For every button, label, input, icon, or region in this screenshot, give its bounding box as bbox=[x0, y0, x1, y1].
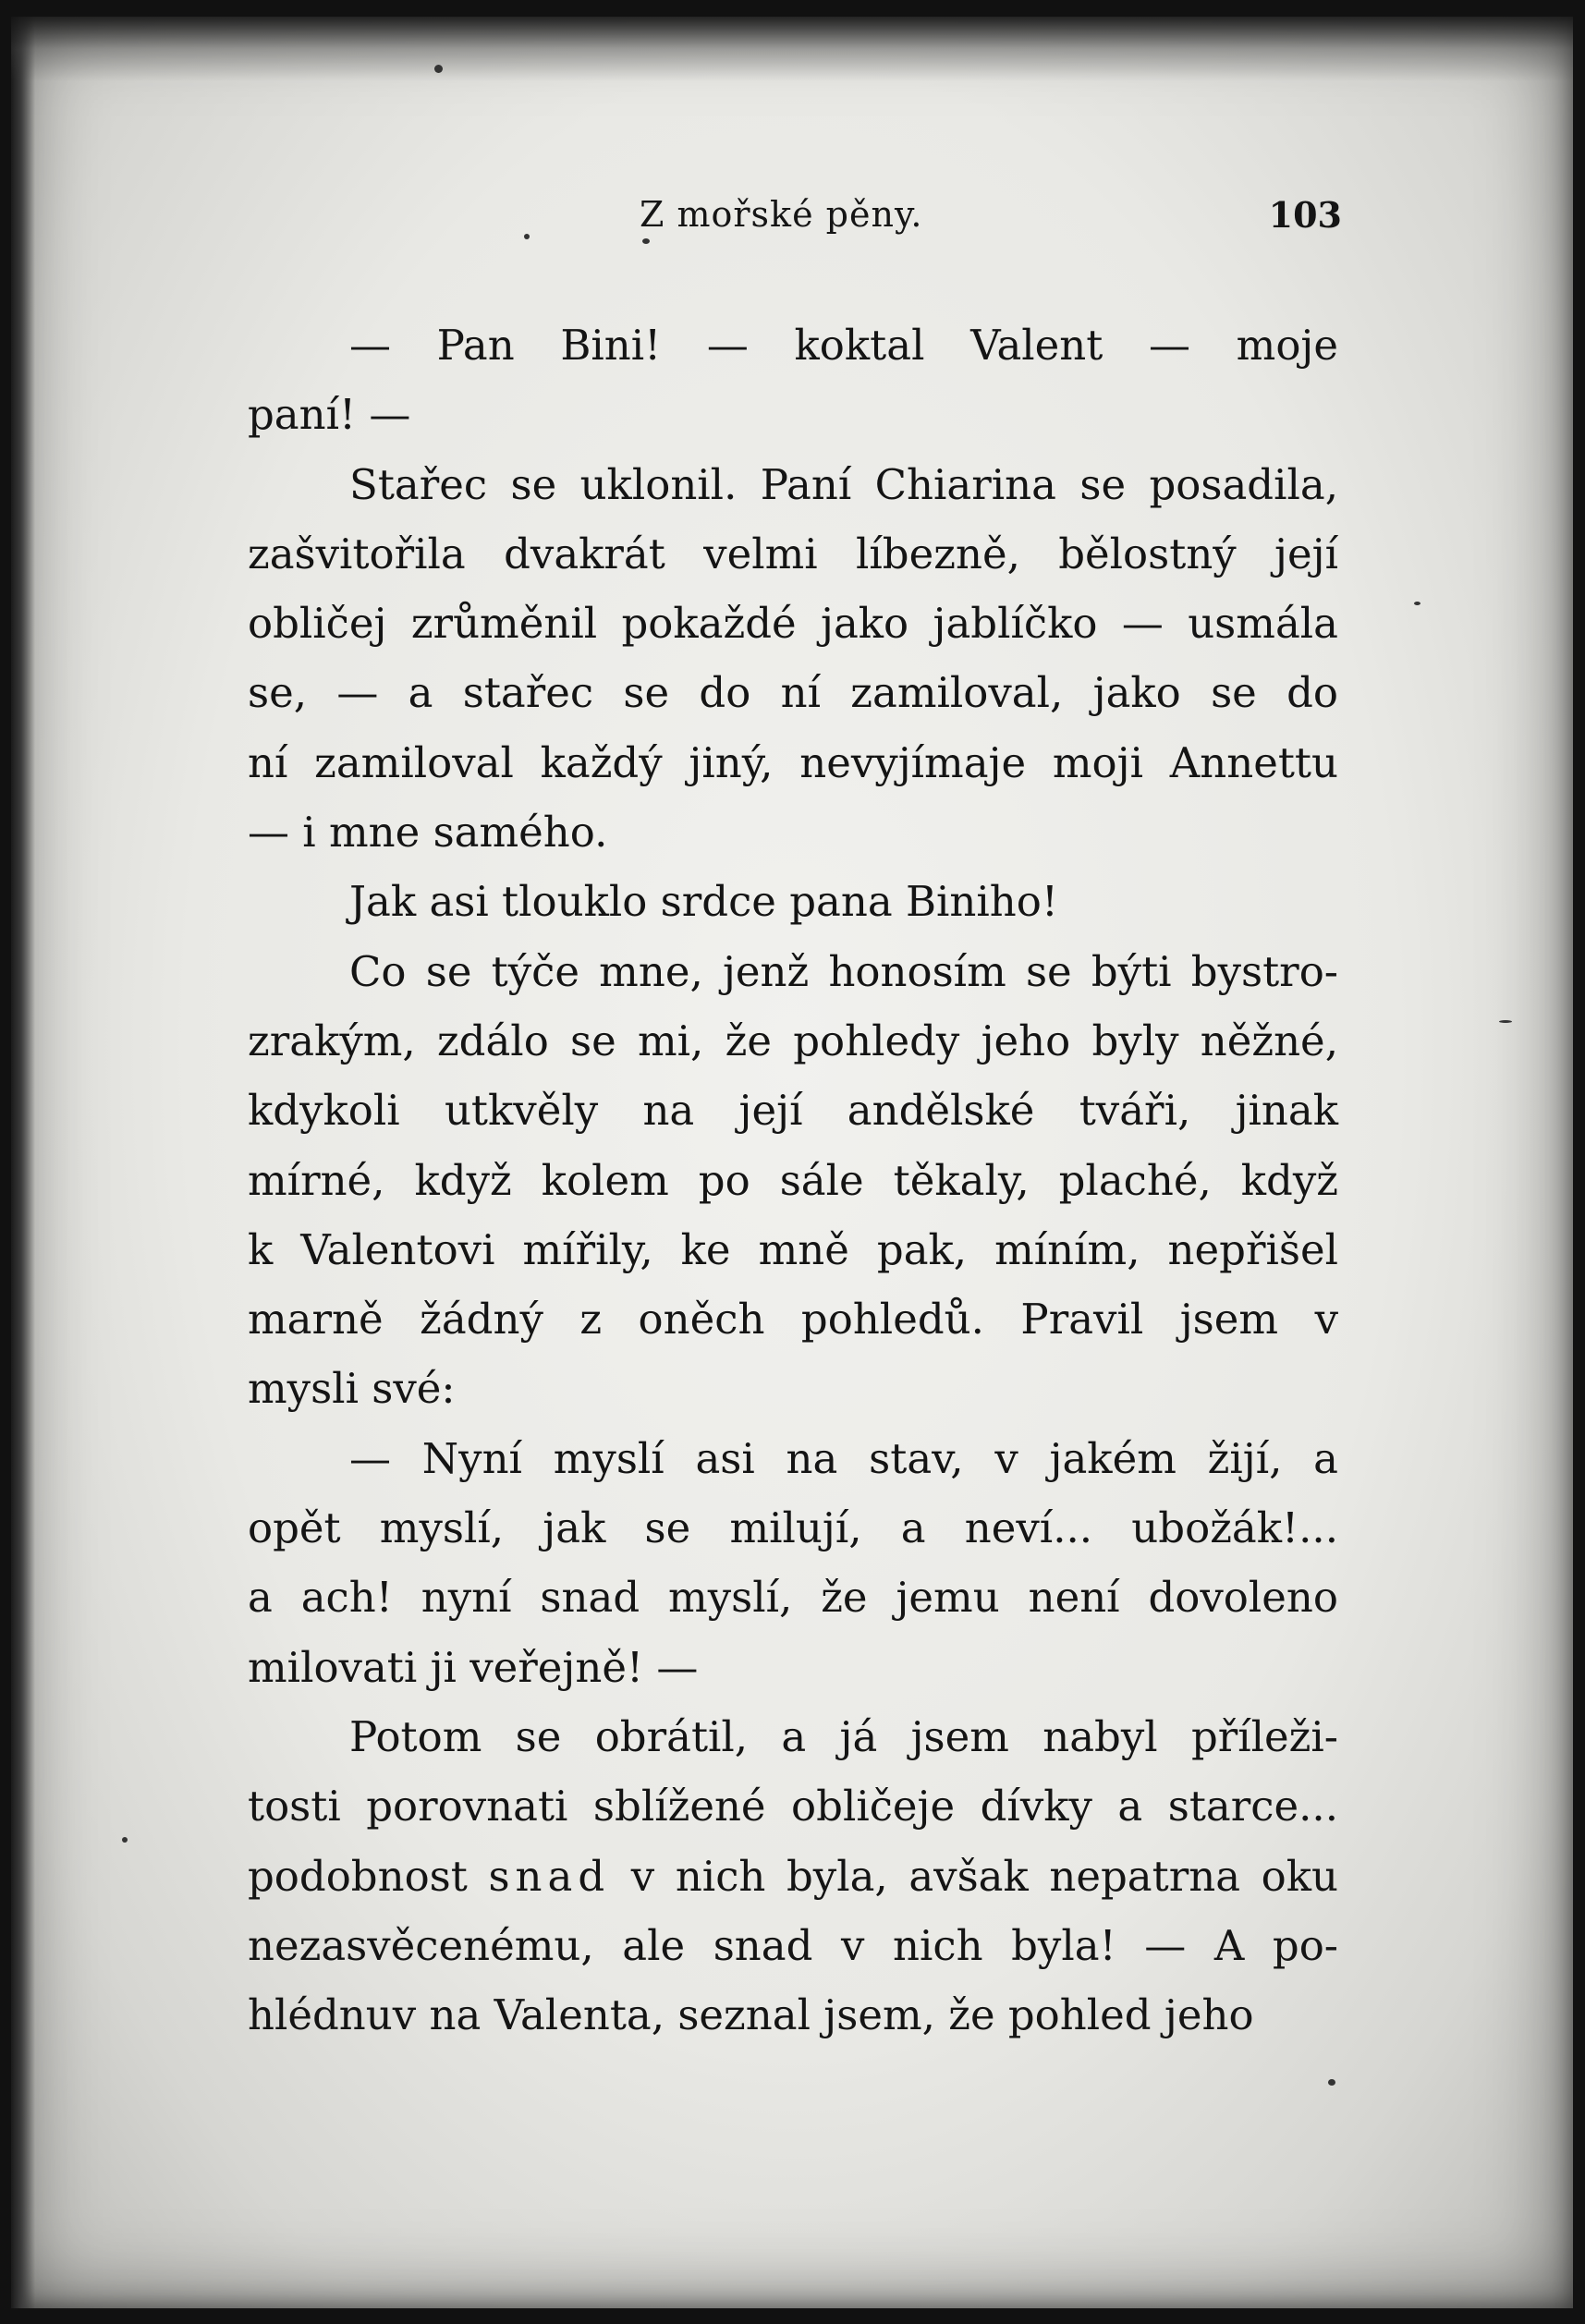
running-title: Z mořské pěny. bbox=[640, 194, 923, 235]
paragraph bbox=[248, 867, 1338, 936]
paragraph bbox=[248, 1702, 1338, 2050]
text-line: Jak asi tlouklo srdce pana Biniho! bbox=[349, 877, 1058, 927]
dust-speck bbox=[524, 234, 530, 239]
dust-speck bbox=[642, 238, 650, 244]
text-line: zrakým, zdálo se mi, že pohledy jeho byly něžné, bbox=[248, 1016, 1338, 1065]
text-line-end: v nich byla, avšak nepatrna oku bbox=[630, 1851, 1338, 1901]
text-line: hlédnuv na Valenta, seznal jsem, že pohled jeho bbox=[248, 1990, 1254, 2040]
text-line bbox=[248, 1842, 1338, 1911]
text-line: a ach! nyní snad myslí, že jemu není dovoleno bbox=[248, 1573, 1338, 1623]
top-shadow bbox=[11, 17, 1573, 81]
text-line: Co se týče mne, jenž honosím se býti bystro- bbox=[349, 946, 1338, 996]
text-line: — Pan Bini! — koktal Valent — moje bbox=[349, 321, 1338, 370]
dust-speck bbox=[1499, 1020, 1512, 1023]
body-text bbox=[248, 310, 1338, 2050]
dust-speck bbox=[1414, 602, 1420, 605]
text-line: obličej zrůměnil pokaždé jako jablíčko — usmála bbox=[248, 599, 1338, 649]
text-line: se, — a stařec se do ní zamiloval, jako se do bbox=[248, 668, 1338, 718]
paragraph bbox=[248, 450, 1338, 868]
paragraph bbox=[248, 310, 1338, 450]
text-line: opět myslí, jak se milují, a neví... ubožák!... bbox=[248, 1503, 1338, 1553]
text-line: — i mne samého. bbox=[248, 808, 608, 858]
dust-speck bbox=[1328, 2079, 1335, 2086]
text-line: paní! — bbox=[248, 390, 411, 440]
text-line: ní zamiloval každý jiný, nevyjímaje moji Annettu bbox=[248, 737, 1338, 787]
text-line: marně žádný z oněch pohledů. Pravil jsem v bbox=[248, 1295, 1338, 1345]
page-number: 103 bbox=[1268, 194, 1342, 236]
paper-sheet bbox=[11, 17, 1573, 2308]
text-line: Stařec se uklonil. Paní Chiarina se posadila, bbox=[349, 459, 1338, 509]
text-line: k Valentovi mířily, ke mně pak, míním, nepřišel bbox=[248, 1224, 1338, 1274]
dust-speck bbox=[122, 1837, 128, 1843]
paragraph bbox=[248, 937, 1338, 1424]
text-line: — Nyní myslí asi na stav, v jakém žijí, a bbox=[349, 1433, 1338, 1483]
text-line: kdykoli utkvěly na její andělské tváři, jinak bbox=[248, 1086, 1338, 1136]
text-line-start: podobnost bbox=[248, 1851, 468, 1901]
text-line: tosti porovnati sblížené obličeje dívky a starce... bbox=[248, 1782, 1338, 1831]
dust-speck bbox=[434, 65, 443, 73]
binding-shadow bbox=[11, 17, 35, 2308]
emphasized-word: snad bbox=[488, 1851, 611, 1901]
text-line: nezasvěcenému, ale snad v nich byla! — A po- bbox=[248, 1920, 1338, 1970]
text-line: milovati ji veřejně! — bbox=[248, 1642, 699, 1692]
text-line: Potom se obrátil, a já jsem nabyl příleži- bbox=[349, 1711, 1338, 1761]
page-header bbox=[233, 194, 1342, 249]
text-line: mírné, když kolem po sále těkaly, plaché, když bbox=[248, 1155, 1338, 1205]
paragraph bbox=[248, 1424, 1338, 1702]
text-line: zašvitořila dvakrát velmi líbezně, bělostný její bbox=[248, 529, 1338, 578]
text-line: mysli své: bbox=[248, 1364, 456, 1414]
